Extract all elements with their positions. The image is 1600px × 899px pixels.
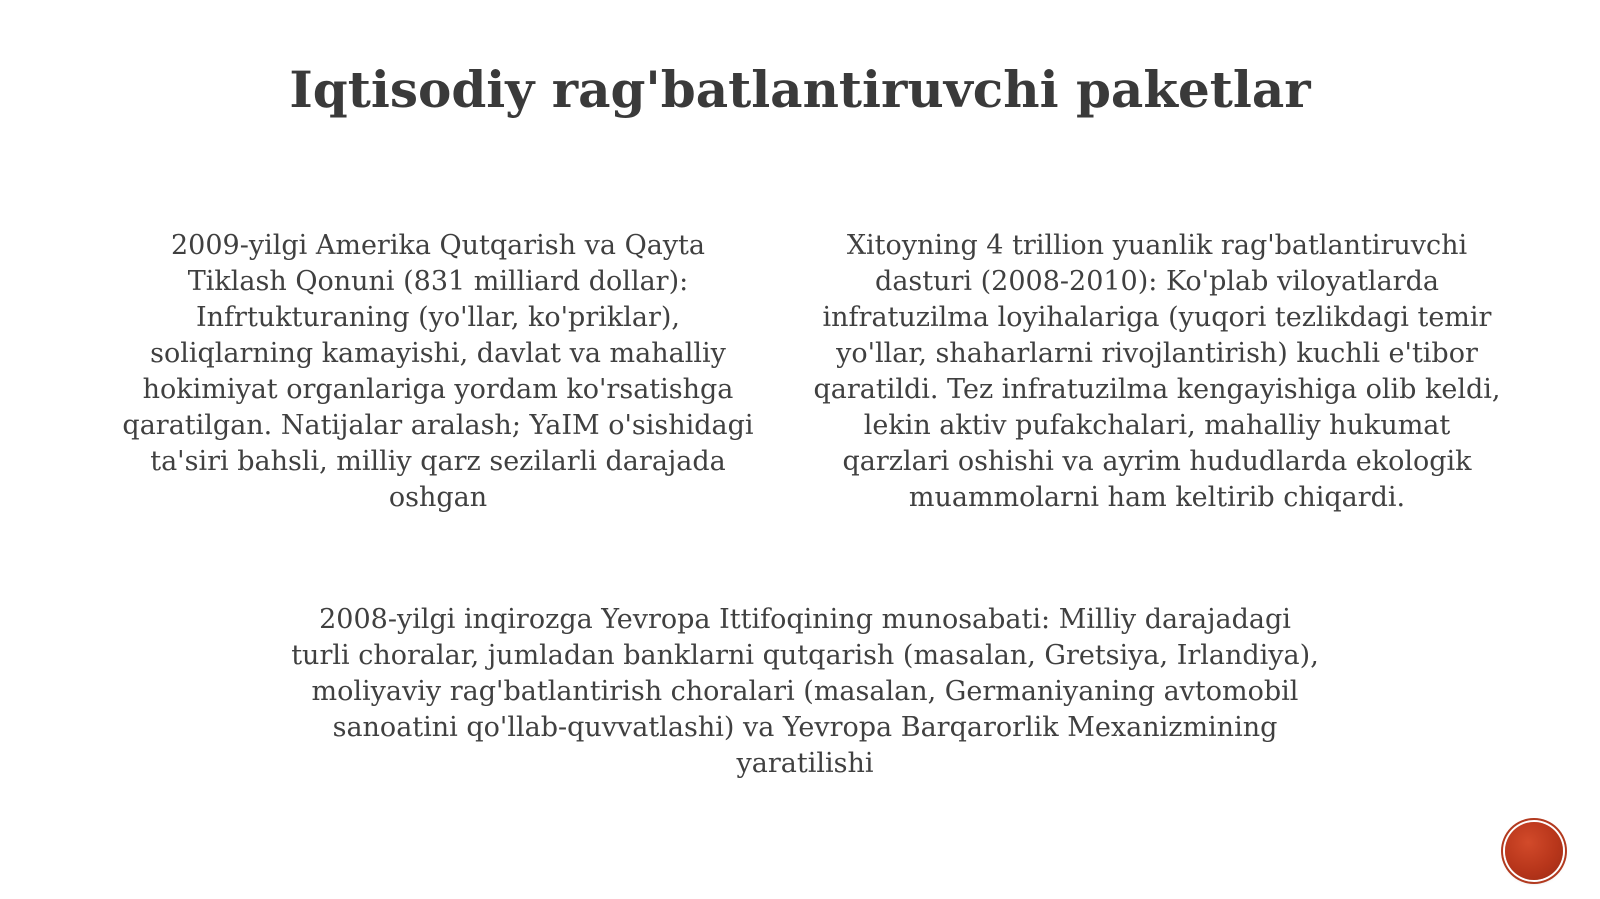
china-stimulus-text: Xitoyning 4 trillion yuanlik rag'batlantiruvchi dasturi (2008-2010): Ko'plab viloyatlarda infratuzilma loyihalariga (yuqori tezlikdagi temir yo'llar, shaharlarni rivojlantirish) kuchli e'tibor qaratildi. Tez infratuzilma kengayishiga olib keldi, lekin aktiv pufakchalari, mahalliy hukumat qarzlari oshishi va ayrim hududlarda ekologik muammolarni ham keltirib chiqardi. — [813, 230, 1501, 513]
eu-response-text: 2008-yilgi inqirozga Yevropa Ittifoqining munosabati: Milliy darajadagi turli choralar, jumladan banklarni qutqarish (masalan, Gretsiya, Irlandiya), moliyaviy rag'batlantirish choralari (masalan, Germaniyaning avtomobil sanoatini qo'llab-quvvatlashi) va Yevropa Barqarorlik Mexanizmining yaratilishi — [291, 604, 1319, 779]
slide-title: Iqtisodiy rag'batlantiruvchi paketlar — [289, 60, 1311, 119]
us-recovery-act-text: 2009-yilgi Amerika Qutqarish va Qayta Tiklash Qonuni (831 milliard dollar): Infrtukturaning (yo'llar, ko'priklar), soliqlarning kamayishi, davlat va mahalliy hokimiyat organlariga yordam ko'rsatishga qaratilgan. Natijalar aralash; YaIM o'sishidagi ta'siri bahsli, milliy qarz sezilarli darajada oshgan — [122, 230, 754, 513]
next-slide-button[interactable] — [1505, 822, 1563, 880]
